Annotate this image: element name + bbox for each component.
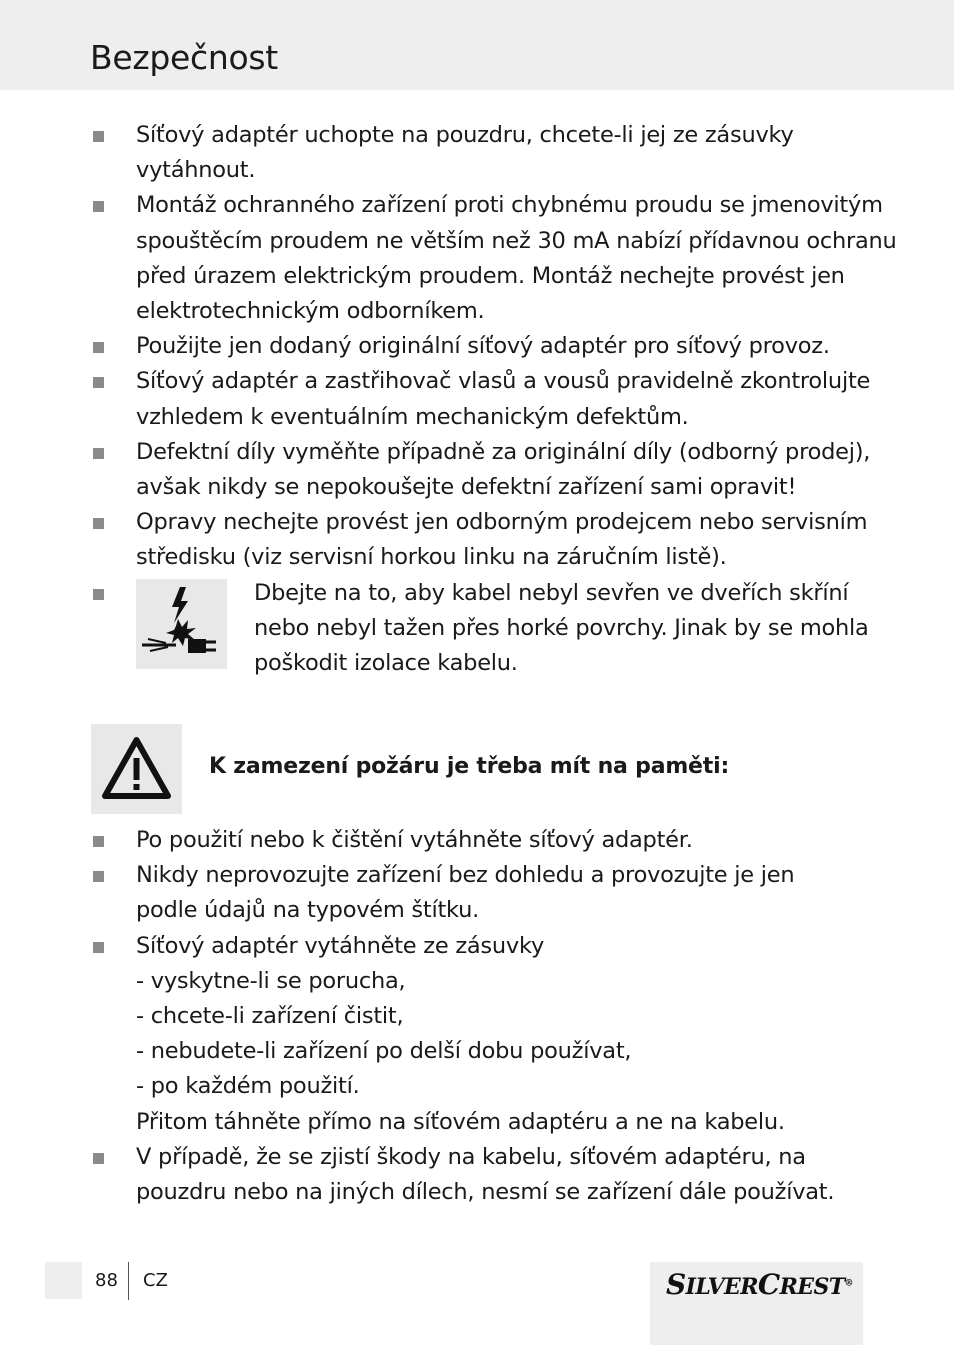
list-item: [0, 823, 876, 858]
item-line: poškodit izolace kabelu.: [254, 650, 518, 677]
list-item: [0, 329, 876, 364]
list-item: [0, 435, 876, 505]
brand-logo: SILVERCREST®: [666, 1268, 853, 1301]
sublist-line: - chcete-li zařízení čistit,: [136, 1003, 404, 1030]
registered-mark: ®: [844, 1278, 853, 1289]
item-line: Opravy nechejte provést jen odborným prodejcem nebo servisním: [136, 509, 868, 536]
list-item: [0, 118, 876, 188]
bullet-icon: [93, 518, 104, 529]
item-line: Po použití nebo k čištění vytáhněte síťový adaptér.: [136, 827, 693, 853]
sublist-line: - nebudete-li zařízení po delší dobu používat,: [136, 1038, 632, 1065]
bullet-icon: [93, 377, 104, 388]
bullet-icon: [93, 589, 104, 600]
footer-marker: [45, 1262, 82, 1299]
sublist-line: - po každém použití.: [136, 1073, 360, 1100]
item-line: středisku (viz servisní horkou linku na záručním listě).: [136, 544, 727, 571]
bullet-icon: [93, 201, 104, 212]
list-item: [0, 364, 876, 434]
sublist-line: - vyskytne-li se porucha,: [136, 967, 406, 994]
bullet-icon: [93, 1153, 104, 1164]
fire-list: [0, 823, 954, 1210]
list-item: [0, 188, 897, 329]
item-line: pouzdru nebo na jiných dílech, nesmí se zařízení dále používat.: [136, 1179, 835, 1206]
item-line: Síťový adaptér a zastřihovač vlasů a vousů pravidelně zkontrolujte: [136, 368, 871, 395]
item-line: Defektní díly vyměňte případně za originální díly (odborný prodej),: [136, 438, 871, 465]
item-line: Montáž ochranného zařízení proti chybnému proudu se jmenovitým: [136, 192, 883, 219]
list-item: [0, 1140, 876, 1210]
item-line: nebo nebyl tažen přes horké povrchy. Jinak by se mohla: [254, 614, 869, 641]
bullet-icon: [93, 448, 104, 459]
page-number: 88: [95, 1270, 118, 1291]
item-line: vytáhnout.: [136, 157, 256, 184]
bullet-icon: [93, 836, 104, 847]
item-line: avšak nikdy se nepokoušejte defektní zařízení sami opravit!: [136, 474, 797, 501]
item-line: před úrazem elektrickým proudem. Montáž nechejte provést jen: [136, 262, 845, 289]
fire-warning-heading: K zamezení požáru je třeba mít na paměti:: [209, 754, 730, 779]
item-line: V případě, že se zjistí škody na kabelu, síťovém adaptéru, na: [136, 1143, 806, 1170]
damaged-cable-icon: [136, 579, 227, 669]
footer-divider: [128, 1262, 129, 1300]
item-line: Nikdy neprovozujte zařízení bez dohledu a provozujte je jen: [136, 862, 795, 889]
item-line: Síťový adaptér vytáhněte ze zásuvky: [136, 932, 545, 959]
item-line: spouštěcím proudem ne větším než 30 mA nabízí přídavnou ochranu: [136, 227, 897, 254]
item-line: elektrotechnickým odborníkem.: [136, 298, 485, 325]
item-line: podle údajů na typovém štítku.: [136, 897, 480, 924]
item-line: Přitom táhněte přímo na síťovém adaptéru a ne na kabelu.: [136, 1108, 785, 1135]
bullet-icon: [93, 131, 104, 142]
item-line: Dbejte na to, aby kabel nebyl sevřen ve dveřích skříní: [254, 579, 849, 606]
warning-triangle-icon: [91, 724, 182, 814]
list-item-with-icon: [0, 576, 876, 710]
item-line: vzhledem k eventuálním mechanickým defektům.: [136, 403, 689, 430]
language-code: CZ: [143, 1270, 168, 1291]
list-item: [0, 929, 876, 1140]
safety-list: [0, 118, 954, 709]
bullet-icon: [93, 871, 104, 882]
item-line: Síťový adaptér uchopte na pouzdru, chcete-li jej ze zásuvky: [136, 122, 794, 148]
bullet-icon: [93, 942, 104, 953]
page-title: Bezpečnost: [90, 38, 278, 77]
list-item: [0, 858, 876, 928]
bullet-icon: [93, 342, 104, 353]
list-item: [0, 505, 876, 575]
item-line: Použijte jen dodaný originální síťový adaptér pro síťový provoz.: [136, 333, 830, 360]
